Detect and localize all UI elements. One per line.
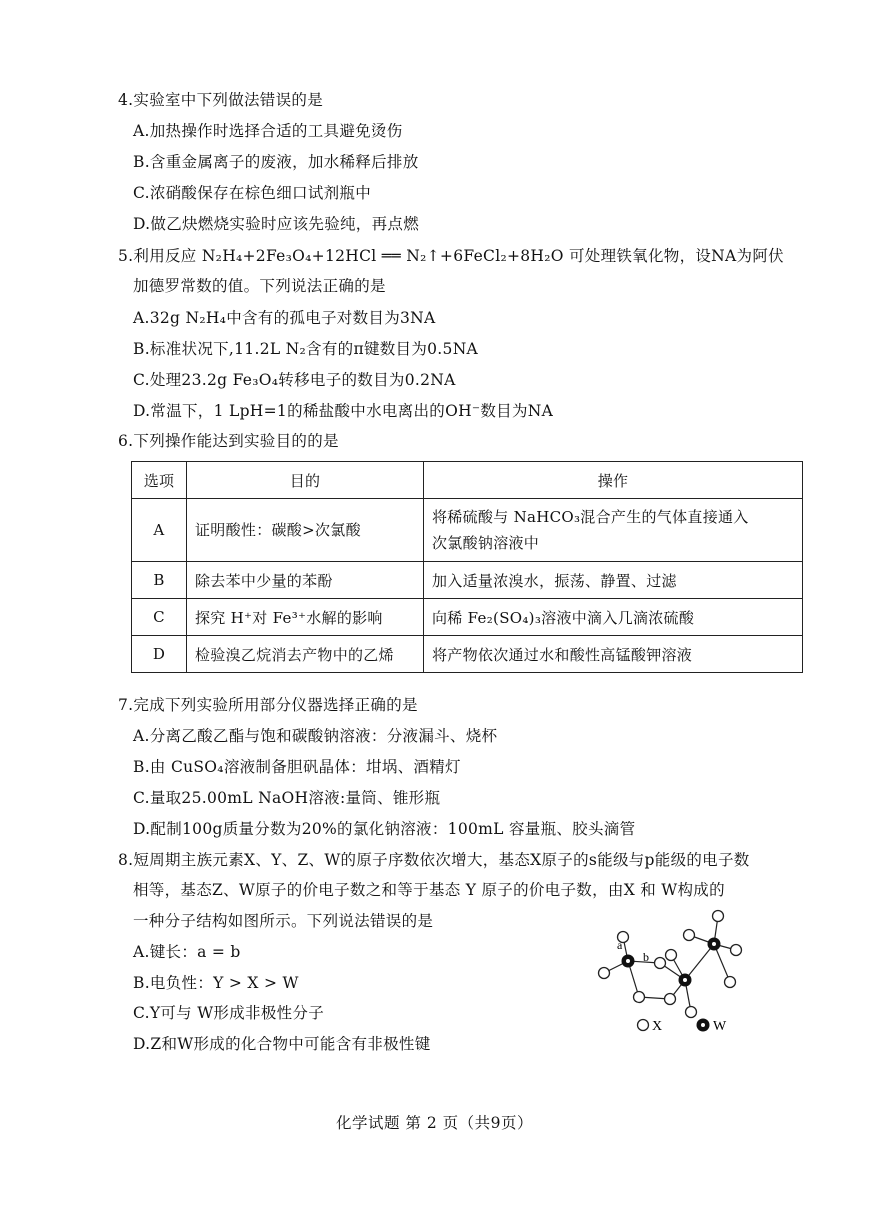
legend-w-label: W [713,1019,727,1034]
q7-stem: 7.完成下列实验所用部分仪器选择正确的是 [118,696,418,714]
legend-x-label: X [652,1019,663,1034]
header-option: 选项 [132,462,187,499]
q8-stem-line2: 相等，基态Z、W原子的价电子数之和等于基态 Y 原子的价电子数，由X 和 W构成的 [133,881,725,899]
q5-stem-line1: 5.利用反应 N₂H₄+2Fe₃O₄+12HCl ══ N₂↑+6FeCl₂+8H₂O 可处理铁氧化物，设NA为阿伏 [118,247,784,265]
header-purpose: 目的 [187,462,424,499]
row-operation-line2: 次氯酸钠溶液中 [432,534,540,552]
row-purpose: 检验溴乙烷消去产物中的乙烯 [187,636,424,673]
table-row [132,562,803,599]
row-purpose: 证明酸性：碳酸>次氯酸 [187,499,424,562]
q8-stem-line1: 8.短周期主族元素X、Y、Z、W的原子序数依次增大，基态X原子的s能级与p能级的电子数 [118,851,750,869]
table-row [132,499,803,562]
q4-option-c: C.浓硝酸保存在棕色细口试剂瓶中 [133,184,372,202]
q4-option-b: B.含重金属离子的废液，加水稀释后排放 [133,153,419,171]
q4-stem: 4.实验室中下列做法错误的是 [118,91,323,109]
row-purpose: 探究 H⁺对 Fe³⁺水解的影响 [187,599,424,636]
bond-label-a: a [617,938,623,952]
q7-option-b: B.由 CuSO₄溶液制备胆矾晶体：坩埚、酒精灯 [133,758,461,776]
q4-option-a: A.加热操作时选择合适的工具避免烫伤 [133,122,403,140]
table-header-row [132,462,803,499]
header-operation: 操作 [424,462,803,499]
q5-option-c: C.处理23.2g Fe₃O₄转移电子的数目为0.2NA [133,371,456,389]
q5-option-a: A.32g N₂H₄中含有的孤电子对数目为3NA [133,309,436,327]
x-atoms [599,911,742,1018]
row-option: A [132,499,187,562]
row-option: C [132,599,187,636]
legend-x-icon [638,1020,649,1031]
q8-option-a: A.键长：a = b [133,943,241,961]
bond-label-b: b [643,950,649,964]
q6-stem: 6.下列操作能达到实验目的的是 [118,432,339,450]
row-operation: 向稀 Fe₂(SO₄)₃溶液中滴入几滴浓硫酸 [424,599,803,636]
row-option: B [132,562,187,599]
q5-option-b: B.标准状况下,11.2L N₂含有的π键数目为0.5NA [133,340,479,358]
row-option: D [132,636,187,673]
q7-option-d: D.配制100g质量分数为20%的氯化钠溶液：100mL 容量瓶、胶头滴管 [133,820,636,838]
page-footer: 化学试题 第 2 页（共9页） [335,1114,533,1132]
row-operation: 将产物依次通过水和酸性高锰酸钾溶液 [424,636,803,673]
q4-option-d: D.做乙炔燃烧实验时应该先验纯，再点燃 [133,215,420,233]
q8-option-c: C.Y可与 W形成非极性分子 [133,1004,325,1022]
molecule-structure-figure [590,900,760,1040]
q5-option-d: D.常温下，1 LpH=1的稀盐酸中水电离出的OH⁻数目为NA [133,402,554,420]
q8-option-d: D.Z和W形成的化合物中可能含有非极性键 [133,1035,431,1053]
q7-option-a: A.分离乙酸乙酯与饱和碳酸钠溶液：分液漏斗、烧杯 [133,727,498,745]
table-row [132,636,803,673]
q6-table [131,461,803,673]
row-operation [424,499,803,562]
legend-w-icon-center [701,1023,705,1027]
table-row [132,599,803,636]
row-purpose: 除去苯中少量的苯酚 [187,562,424,599]
q5-stem-line2: 加德罗常数的值。下列说法正确的是 [133,277,386,295]
row-operation-line1: 将稀硫酸与 NaHCO₃混合产生的气体直接通入 [432,508,749,526]
row-operation: 加入适量浓溴水，振荡、静置、过滤 [424,562,803,599]
q8-option-b: B.电负性：Y > X > W [133,974,299,992]
q8-stem-line3: 一种分子结构如图所示。下列说法错误的是 [133,912,434,930]
q7-option-c: C.量取25.00mL NaOH溶液:量筒、锥形瓶 [133,789,441,807]
